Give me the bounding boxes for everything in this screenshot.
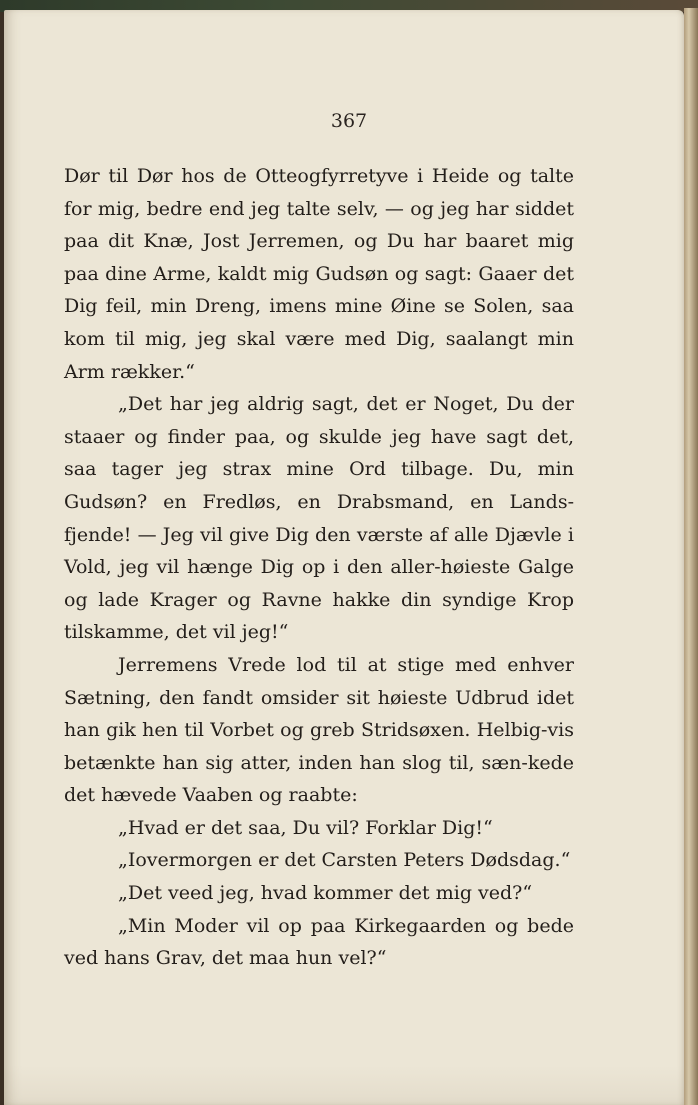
paragraph-4: „Hvad er det saa, Du vil? Forklar Dig!“ <box>118 816 493 839</box>
body-text <box>64 160 574 975</box>
paragraph-6: „Det veed jeg, hvad kommer det mig ved?“ <box>118 882 533 905</box>
paragraph-7: „Min Moder vil op paa Kirkegaarden og bede ved hans Grav, det maa hun vel?“ <box>64 914 574 970</box>
paragraph-1: Dør til Dør hos de Otteogfyrretyve i Heide og talte for mig, bedre end jeg talte selv, — og jeg har siddet paa dit Knæ, Jost Jerremen, og Du har baaret mig paa dine Arme, kaldt mig Gudsøn og sagt: Gaaer det Dig feil, min Dreng, imens mine Øine se Solen, saa kom til mig, jeg skal være med Dig, saalangt min Arm rækker.“ <box>64 165 574 383</box>
page-bottom-shade <box>4 1065 684 1105</box>
paragraph-2: „Det har jeg aldrig sagt, det er Noget, Du der staaer og finder paa, og skulde jeg have sagt det, saa tager jeg strax mine Ord tilbage. Du, min Gudsøn? en Fredløs, en Drabsmand, en Lands-fjende! — Jeg vil give Dig den værste af alle Djævle i Vold, jeg vil hænge Dig op i den aller-høieste Galge og lade Krager og Ravne hakke din syndige Krop tilskamme, det vil jeg!“ <box>64 393 574 644</box>
paragraph-3: Jerremens Vrede lod til at stige med enhver Sætning, den fandt omsider sit høieste Udbrud idet han gik hen til Vorbet og greb Stridsøxen. Helbig-vis betænkte han sig atter, inden han slog til, sæn-kede det hævede Vaaben og raabte: <box>64 653 574 807</box>
page-number: 367 <box>330 110 368 132</box>
paragraph-5: „Iovermorgen er det Carsten Peters Dødsdag.“ <box>118 849 571 872</box>
page-edge <box>684 8 698 1105</box>
